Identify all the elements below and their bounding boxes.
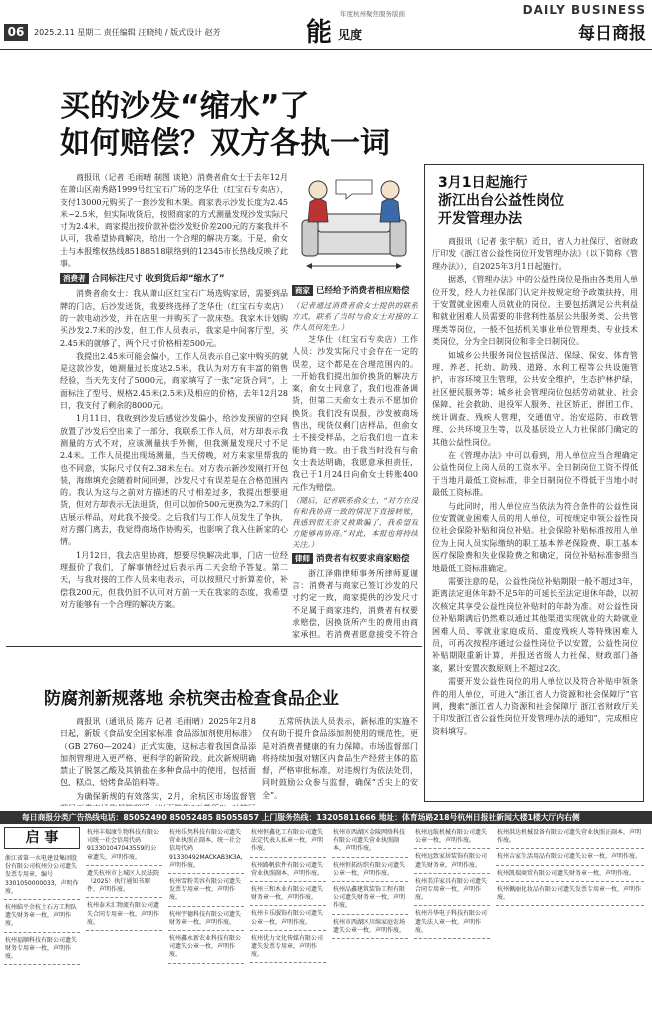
food-paragraph-2: 为确保新规的有效落实，2月，余杭区市场监督管 [76,791,256,801]
ad-item: 杭州卡乐服饰有限公司遗失公章一枚，声明作废。 [250,908,326,930]
headline-line-2: 如何赔偿？双方各执一词 [60,126,390,161]
ad-item: 杭州吉家生活用品有限公司遗失公章一枚，声明作废。 [496,851,644,865]
food-article-title: 防腐剂新规落地 余杭突击检查食品企业 [44,689,339,709]
right-paragraph-1: 商报讯（记者 张宇航）近日，省人力社保厅、省财政厅印发《浙江省公益性岗位开发管理办法》（以下简称《管理办法》），自2025年3月1日起施行。 [432,237,638,271]
main-headline [60,88,390,162]
headline-line-1: 买的沙发“缩水”了 [60,89,310,124]
ad-item: 遗失杭州市上城区人民法院（2025）执行通知书原件，声明作废。 [86,868,162,899]
ad-item: 杭州临平余杭土石方工程队遗失财务章一枚，声明作废。 [4,902,80,933]
tag-merchant: 商家 [292,285,313,296]
brand-chinese: 每日商报 [578,24,646,44]
ad-item: 杭州鑫永新农业科技有限公司遗失公章一枚，声明作废。 [168,933,244,964]
main-article-col-1 [60,172,288,640]
ad-column-5 [332,827,408,941]
ad-item: 杭州市西湖区川绵家庭农场遗失公章一枚，声明作废。 [332,917,408,939]
food-article-col-1 [60,716,256,806]
lead-paragraph: 商报讯（记者 毛雨晴 制图 谈艳）消费者俞女士于去年12月在萧山区南秀路1999号红宝石广场的芝华仕（红宝石专卖店），支付13000元购买了一套沙发和木架。商家表示沙发长度为2.45米~2.5米，但实际收货后，按照商家的方式测量发现沙发实际尺寸为2.4米，商家提出按价款补偿沙发贬价差200元的方案我并不认可，我希望协商解决，给出一个合理的解决方案。于是，俞女士与本报维权热线85188518联络到的12345市长热线反映了此事。 [60,173,288,269]
food-paragraph-1: 商报讯（通讯员 陈卉 记者 毛雨晴）2025年2月8日起，新版《食品安全国家标准 食品添加剂使用标准》（GB 2760—2024）正式实施，这标志着我国食品添加剂管理进入更严格、更科学的新阶段。此次新规明确禁止了脱氢乙酸及其钠盐在多种食品中的使用，包括面包、糕点、焙烤食品馅料等。 [60,717,256,788]
page-number: 06 [4,24,28,41]
tag-lawyer: 律师 [292,553,313,564]
ad-item: 杭州远致家居装饰有限公司遗失财务章，声明作废。 [414,851,490,873]
brand-english: DAILY BUSINESS [522,3,646,17]
consumer-paragraph-1: 消费者俞女士：我从萧山区红宝石广场选购家居，需要到品牌的门店，后沙发送货，我要终选择了芝华仕（红宝石专卖店）的一款电动沙发，并在店里一并购买了一款床垫。我家木计划购买沙发2.7米的沙发，但工作人员表示，我家是中间客厅型，买2.45米的就够了，两个尺寸价格相差500元。 [60,289,288,348]
ad-item: 杭州美洋家具有限公司遗失合同专用章一枚，声明作废。 [414,876,490,907]
ad-item: 杭州恒拓纺织有限公司遗失公章一枚，声明作废。 [332,860,408,882]
ad-item: 杭州升华电子科技有限公司遗失法人章一枚，声明作废。 [414,908,490,939]
ad-item: 杭州优力文化传媒有限公司遗失发票专用章，声明作废。 [250,933,326,964]
classified-ads [4,827,648,1019]
section-lawyer [292,553,418,565]
ad-item: 杭州丰瑞康生物科技有限公司统一社会信用代码913301047043559的公章遗失，声明作废。 [86,827,162,866]
ad-item: 杭州佩丽化妆品有限公司遗失发票专用章一枚，声明作废。 [496,884,644,906]
ad-item: 杭州恒鑫化工有限公司遗失法定代表人私章一枚，声明作废。 [250,827,326,858]
ad-item: 杭州福顺科技有限公司遗失财务专用章一枚，声明作废。 [4,935,80,966]
ad-item: 杭州泰禾汇物流有限公司遗失合同专用章一枚，声明作废。 [86,900,162,931]
right-paragraph-6: 需要注意的是，公益性岗位补贴期限一般不超过3年，距离法定退休年龄不足5年的可延长至法定退休年龄，以初次核定其享受公益性岗位补贴时的年龄为准。对公益性岗位补贴期满后仍然难以通过其他渠道实现就业的大龄就业困难人员、零就业家庭成员、重度残疾人等特殊困难人员，可再次按程序通过公益性岗位予以安置，公益性岗位补贴期限重新计算，并报送省级人力社保、财政部门备案，累计安置次数原则上不超过2次。 [432,576,638,673]
ad-item: 杭州远航机械有限公司遗失公章一枚，声明作废。 [414,827,490,849]
ad-column-1 [4,853,80,967]
ad-column-7 [496,827,644,908]
section-character: 能 [306,18,333,48]
sofa-dispute-illustration [292,170,416,278]
consumer-paragraph-3: 1月11日，我收到沙发后感觉沙发偏小，给沙发预留的空间放置了沙发后空出来了一部分，我联系工作人员，对方却表示我测量的方式不对，应该测量扶手外侧，但我测量发现尺寸不足2.4米。工作人员提出现场测量，当天傍晚，对方来家里帮我的也不同意，实际尺寸仅有2.38米左右。对方表示新沙发刚打开包装，海绵填充会随着时间回弹，沙发尺寸有误差是在合格范围内的。我认为这与之前对方描述的尺寸相差过多，我提出想要退货，但对方却表示无法退货，但可以加价500元更换为2.7米的门店展示样品，对此我不接受。之后我们与工作人员发生了争执，对方撂门离去，我觉得商场作协购买，也影响了我入住新家的心情。 [60,414,288,547]
ad-item: 杭州路帆软件有限公司遗失营业执照副本，声明作废。 [250,860,326,882]
main-article-col-2 [292,282,418,640]
right-title-line-2: 浙江出台公益性岗位 [438,193,564,209]
food-article-col-2 [262,716,418,806]
consumer-paragraph-2: 我提出2.45米可能会偏小，工作人员表示自己家中购买的就是这款沙发，她测量过长度达2.5米，我认为对方有丰富的销售经验，当天先支付了5000元，商家填写了一张“定货合同”，上面标注了型号、规格2.45米(2.5米)及相应的价格，去年12月28日，我支付了剩余的8000元。 [60,351,288,411]
ad-item: 杭州品鑫建筑装饰工程有限公司遗失财务章一枚，声明作废。 [332,884,408,915]
right-paragraph-5: 与此同时，用人单位应当依法为符合条件的公益性岗位安置就业困难人员的用人单位，可按规定申领公益性岗位社会保险补贴和岗位补贴。社会保险补贴标准按用人单位为上岗人员实际缴纳的职工基本养老保险费、职工基本医疗保险费和失业保险费之和确定，岗位补贴标准参照当地最低工资标准确定。 [432,501,638,573]
food-paragraph-3: 五常所执法人员表示，新标准的实施不仅有助于提升食品添加剂使用的规范性，更是对消费者健康的有力保障。市场监督部门将持续加强对辖区内食品生产经营主体的监督，严格审批标准，对违规行为依法处罚，同时鼓励公众参与监督，确保“舌尖上的安全”。 [262,717,418,800]
ad-column-4 [250,827,326,965]
ad-item: 杭州市西湖区金陵网络科技有限公司遗失营业执照副本，声明作废。 [332,827,408,858]
section-consumer [60,273,288,285]
ad-column-6 [414,827,490,941]
page-header [0,0,652,50]
classified-ad-bar: 每日商报分类广告热线电话：85052490 85052485 85055857 上门服务热线：13205811666 地址：体育场路218号杭州日报社新闻大楼1楼大厅内右侧 [0,811,652,824]
consumer-paragraph-4: 1月12日，我去店里协商，想要尽快解决此事，门店一位经理报价了我们，了解事情经过后表示再二天会给予答复。第二天，与我对接的工作人员来电表示，可以按照尺寸折算差价，补偿我200元，但我仍旧不认可对方前一天在我家的态度，我希望对方能够有一个合理的解决方案。 [60,550,288,609]
ad-column-3 [168,827,247,966]
ad-item: 杭州三和木业有限公司遗失财务章一枚，声明作废。 [250,884,326,906]
right-paragraph-3: 如城乡公共服务岗位包括保洁、保绿、保安、体育管理、养老、托幼、助残、道路、水利工程等公共设施管护，市容环境卫生管理，公共安全维护，生态护林护绿，社区便民服务等；城乡社会管理岗位包括劳动就业、社会保障、社会救助、退役军人服务、社区矫正、群团工作、统计调查、残疾人管理，交通值守、治安巡防、市政管理、公共环境卫生等，以及基层设立人力社保部门确定的其他公益性岗位。 [432,350,638,447]
section-merchant [292,285,418,297]
merchant-paragraph-1: 芝华仕（红宝石专卖店）工作人员：沙发实际尺寸会存在一定的误差，这个都是在合理范围内的。一开始我们提出加价换货的解决方案，俞女士同意了，我们也准备调货，但第二天俞女士表示不愿加价换货。我们没有误报，沙发被商场售出，现货仅剩门店样品，但俞女士不接受样品，之后我们也一直未能协商一致。由于我当时没有与俞女士表达明确，我愿意承担责任，我已于1月24日向俞女士转账400元作为赔偿。 [292,335,418,492]
ad-column-2 [86,827,162,933]
right-paragraph-7: 需要开发公益性岗位的用人单位以及符合补贴申领条件的用人单位，可进入“浙江省人力资源和社会保障厅”官网，搜索“浙江省人力资源和社会保障厅 浙江省财政厅关于印发浙江省公益性岗位开发管理办法的通知”，完成相应资料填写。 [432,677,638,736]
right-title-line-1: 3月1日起施行 [438,175,528,191]
right-article-body [432,236,638,802]
section-label: 见度 [338,28,363,42]
merchant-subhead: 已经给予消费者相应赔偿 [316,286,410,296]
ad-item: 杭州凯瑞商贸有限公司遗失财务章一枚，声明作废。 [496,868,644,882]
header-note: 年度杭州聚焦服务版面 [340,10,405,18]
ad-item: 浙江省第一水电建设集团股份有限公司杭州分公司遗失发票专用章，编号3301050000033，声明作废。 [4,853,80,900]
ad-item: 杭州雪粉美容有限公司遗失发票专用章一枚，声明作废。 [168,876,244,907]
merchant-note: （记者通过消费者俞女士提供的联系方式，联系了当时与俞女士对接的工作人员何先生。） [292,301,418,332]
notice-heading: 启 事 [4,827,80,849]
tag-consumer: 消费者 [60,273,89,284]
right-title-line-3: 开发管理办法 [438,211,522,227]
issue-meta: 2025.2.11 星期二 责任编辑 汪晓纯 / 版式设计 赵芳 [34,28,221,37]
right-paragraph-2: 据悉，《管理办法》中的公益性岗位是指由各类用人单位开发，经人力社保部门认定并按规定给予政策扶持，用于安置就业困难人员就业的岗位。主要包括满足公共利益和就业困难人员需要的非营利性基层公共服务类、公共管理类等岗位，一般不包括机关事业单位管理类、专业技术类岗位，分为全日制岗位和非全日制岗位。 [432,275,638,347]
lawyer-subhead: 消费者有权要求商家赔偿 [316,553,410,564]
right-article-title [438,174,638,228]
ad-item: 杭州宇德科技有限公司遗失财务章一枚，声明作废。 [168,909,244,931]
ad-item: 杭州洪达机械设备有限公司遗失营业执照正副本，声明作废。 [496,827,644,849]
ad-item: 杭州乐隽科技有限公司遗失营业执照正副本，统一社会信用代码91330492MACKAB3K3A，声明作废。 [168,827,244,874]
consumer-subhead: 合同标注尺寸 收到货后却“缩水了” [91,274,225,285]
lawyer-paragraph-1: 浙江泽鼎律师事务所律师夏谨言：消费者与商家已签订沙发的尺寸约定一致，商家提供的沙发尺寸不足属于商家违约，消费者有权要求赔偿，因换货所产生的费用由商家承担。若消费者愿意接受不符合 [292,568,418,640]
merchant-note-2: （随后，记者联系俞女士，“对方在没有和我协商一致的情况下直接转账，我感到很无奈又被欺骗了，我希望双方能够再协商。”对此，本报也将持续关注。） [292,495,418,549]
right-paragraph-4: 在《管理办法》中可以看到，用人单位应当合理确定公益性岗位上岗人员的工资水平。全日制岗位工资不得低于当地月最低工资标准，非全日制岗位不得低于当地小时最低工资标准。 [432,450,638,498]
article-divider [6,646,422,647]
